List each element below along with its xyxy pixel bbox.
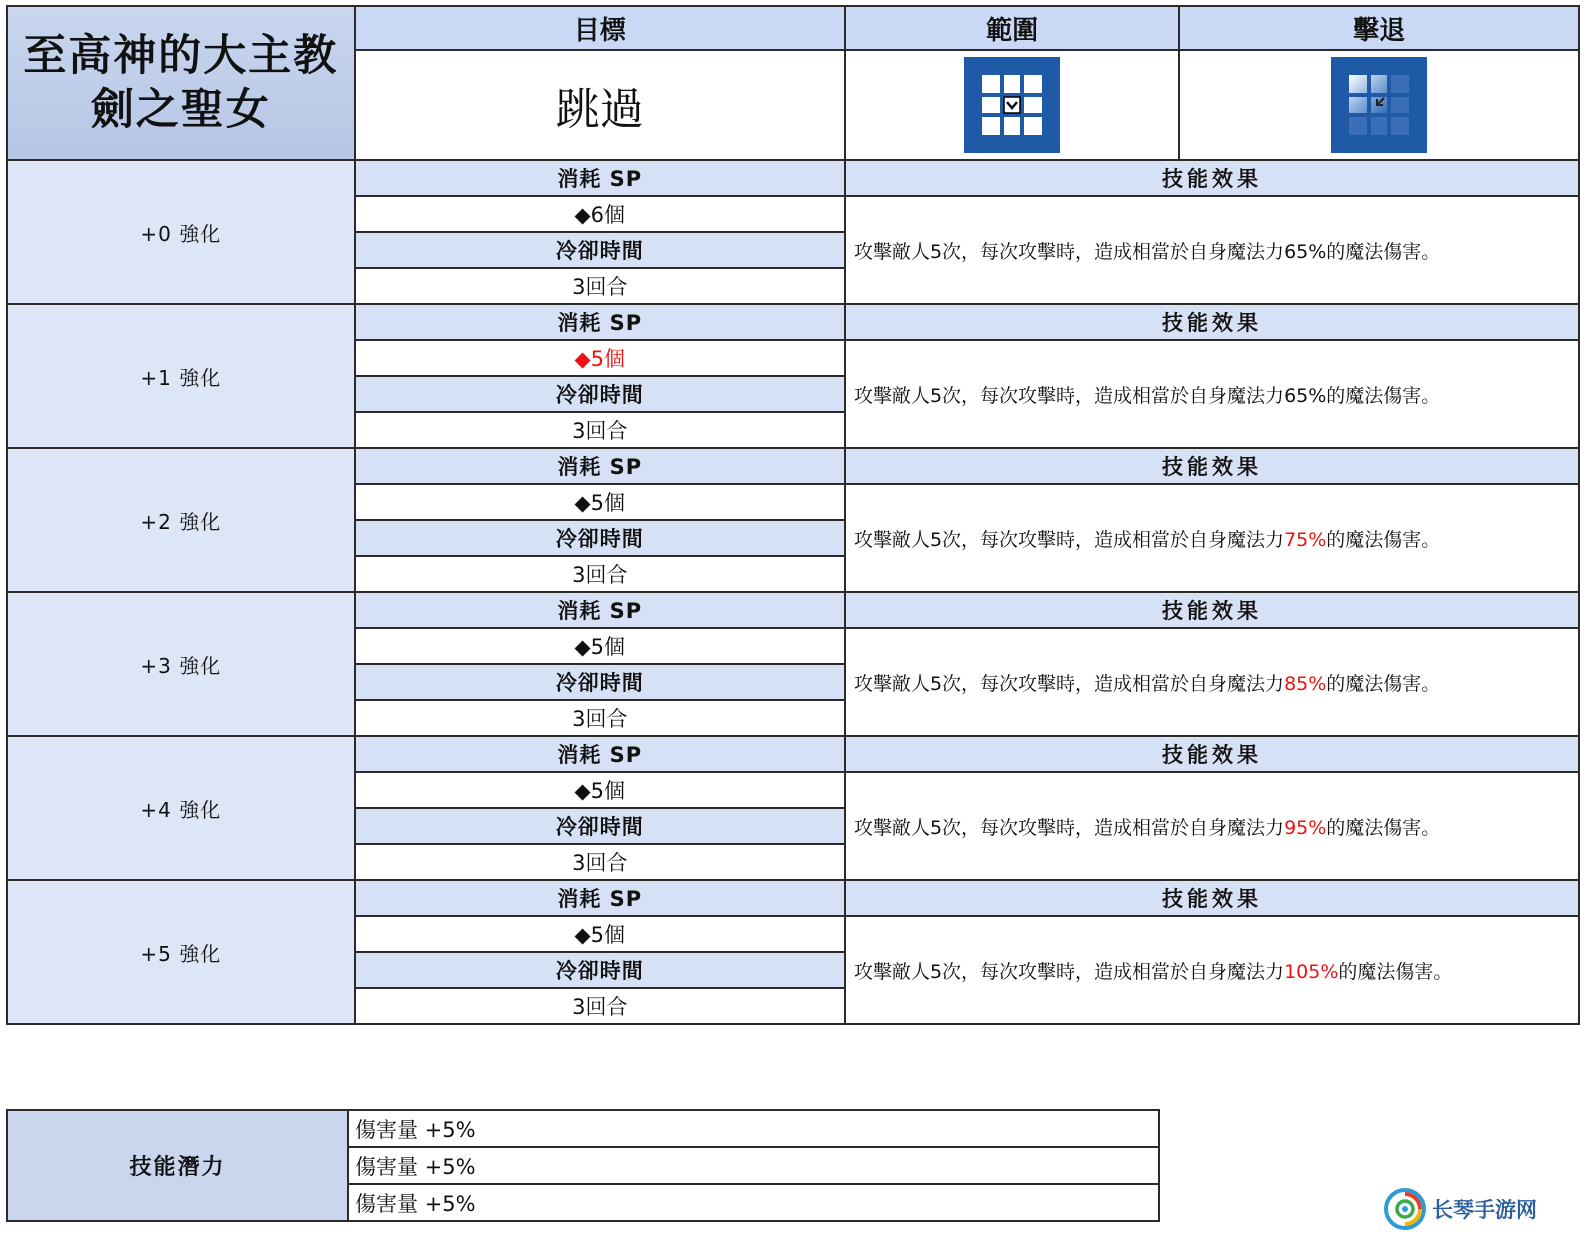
skill-title-line2: 劍之聖女 — [90, 85, 271, 135]
sp-label: 消耗 SP — [355, 304, 845, 340]
cooldown-value: 3回合 — [355, 268, 845, 304]
effect-text-before: 攻擊敵人5次，每次攻擊時，造成相當於自身魔法力 — [853, 384, 1285, 407]
sp-label: 消耗 SP — [355, 448, 845, 484]
brand-watermark — [1384, 1186, 1574, 1232]
potential-row: 傷害量 +5% — [348, 1110, 1159, 1147]
sp-value: ◆5個 — [355, 916, 845, 952]
skill-potential-table — [6, 1109, 1160, 1222]
effect-text-after: 的魔法傷害。 — [1326, 672, 1441, 695]
effect-label: 技能效果 — [845, 160, 1579, 196]
cooldown-label: 冷卻時間 — [355, 520, 845, 556]
enhance-level: +2 強化 — [7, 448, 355, 592]
knockback-cell — [1179, 50, 1579, 160]
effect-percent: 65% — [1284, 384, 1327, 407]
effect-percent: 85% — [1284, 672, 1327, 695]
effect-label: 技能效果 — [845, 304, 1579, 340]
enhance-level: +1 強化 — [7, 304, 355, 448]
potential-row: 傷害量 +5% — [348, 1147, 1159, 1184]
cooldown-value: 3回合 — [355, 988, 845, 1024]
effect-text-before: 攻擊敵人5次，每次攻擊時，造成相當於自身魔法力 — [853, 528, 1285, 551]
sp-label: 消耗 SP — [355, 592, 845, 628]
effect-text-after: 的魔法傷害。 — [1326, 240, 1441, 263]
cooldown-label: 冷卻時間 — [355, 232, 845, 268]
brand-name: 长琴手游网 — [1432, 1198, 1537, 1222]
skill-title-line1: 至高神的大主教 — [23, 31, 339, 81]
sp-value: ◆6個 — [355, 196, 845, 232]
effect-text — [845, 772, 1579, 880]
cooldown-label: 冷卻時間 — [355, 376, 845, 412]
effect-percent: 65% — [1284, 240, 1327, 263]
sp-value: ◆5個 — [355, 628, 845, 664]
cooldown-value: 3回合 — [355, 556, 845, 592]
effect-text-before: 攻擊敵人5次，每次攻擊時，造成相當於自身魔法力 — [853, 240, 1285, 263]
effect-text-before: 攻擊敵人5次，每次攻擊時，造成相當於自身魔法力 — [853, 960, 1285, 983]
effect-text-after: 的魔法傷害。 — [1326, 528, 1441, 551]
cooldown-value: 3回合 — [355, 700, 845, 736]
effect-text — [845, 340, 1579, 448]
skill-table — [6, 5, 1580, 1025]
sp-value: ◆5個 — [355, 772, 845, 808]
sp-value: ◆5個 — [355, 484, 845, 520]
grid-down-arrow-icon — [964, 57, 1060, 153]
header-knockback: 擊退 — [1179, 6, 1579, 50]
effect-text — [845, 916, 1579, 1024]
enhance-level: +3 強化 — [7, 592, 355, 736]
cooldown-value: 3回合 — [355, 412, 845, 448]
effect-percent: 105% — [1284, 960, 1339, 983]
effect-label: 技能效果 — [845, 736, 1579, 772]
effect-label: 技能效果 — [845, 448, 1579, 484]
potential-row: 傷害量 +5% — [348, 1184, 1159, 1221]
sp-label: 消耗 SP — [355, 880, 845, 916]
effect-text-after: 的魔法傷害。 — [1326, 816, 1441, 839]
enhance-level: +0 強化 — [7, 160, 355, 304]
effect-percent: 95% — [1284, 816, 1327, 839]
header-range: 範圍 — [845, 6, 1179, 50]
cooldown-label: 冷卻時間 — [355, 952, 845, 988]
cooldown-value: 3回合 — [355, 844, 845, 880]
enhance-level: +4 強化 — [7, 736, 355, 880]
cooldown-label: 冷卻時間 — [355, 808, 845, 844]
sp-label: 消耗 SP — [355, 736, 845, 772]
header-target: 目標 — [355, 6, 845, 50]
cooldown-label: 冷卻時間 — [355, 664, 845, 700]
skill-title — [7, 6, 355, 160]
effect-label: 技能效果 — [845, 880, 1579, 916]
potential-label: 技能潛力 — [7, 1110, 348, 1221]
swirl-logo-icon — [1384, 1188, 1426, 1230]
effect-text — [845, 484, 1579, 592]
effect-percent: 75% — [1284, 528, 1327, 551]
enhance-level: +5 強化 — [7, 880, 355, 1024]
range-cell — [845, 50, 1179, 160]
effect-label: 技能效果 — [845, 592, 1579, 628]
effect-text-after: 的魔法傷害。 — [1338, 960, 1453, 983]
grid-corner-arrow-icon — [1331, 57, 1427, 153]
effect-text-after: 的魔法傷害。 — [1326, 384, 1441, 407]
target-value: 跳過 — [355, 50, 845, 160]
effect-text-before: 攻擊敵人5次，每次攻擊時，造成相當於自身魔法力 — [853, 672, 1285, 695]
effect-text — [845, 628, 1579, 736]
sp-value: ◆5個 — [355, 340, 845, 376]
effect-text-before: 攻擊敵人5次，每次攻擊時，造成相當於自身魔法力 — [853, 816, 1285, 839]
sp-label: 消耗 SP — [355, 160, 845, 196]
effect-text — [845, 196, 1579, 304]
